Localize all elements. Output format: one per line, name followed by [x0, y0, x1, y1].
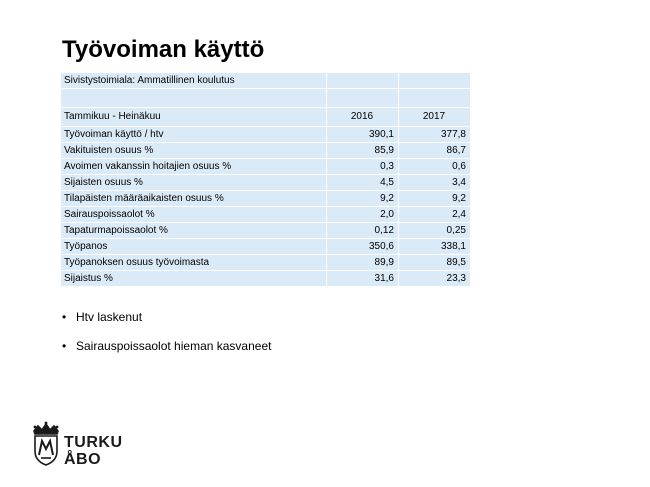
- value-2016: 390,1: [327, 127, 399, 143]
- table-row: [61, 239, 471, 255]
- table-row: [61, 223, 471, 239]
- value-2017: 0,6: [399, 159, 471, 175]
- bullet-list: [60, 310, 271, 368]
- empty-cell: [399, 89, 471, 108]
- table-row: [61, 143, 471, 159]
- empty-cell: [399, 73, 471, 89]
- value-2017: 9,2: [399, 191, 471, 207]
- row-label: Työvoiman käyttö / htv: [61, 127, 327, 143]
- header-row: [61, 108, 471, 127]
- row-label: Sijaistus %: [61, 271, 327, 287]
- value-2017: 2,4: [399, 207, 471, 223]
- row-label: Vakituisten osuus %: [61, 143, 327, 159]
- row-label: Tilapäisten määräaikaisten osuus %: [61, 191, 327, 207]
- period-label: Tammikuu - Heinäkuu: [61, 108, 327, 127]
- row-label: Työpanoksen osuus työvoimasta: [61, 255, 327, 271]
- value-2017: 86,7: [399, 143, 471, 159]
- year-header-2016: 2016: [327, 108, 399, 127]
- table-row: [61, 159, 471, 175]
- bullet-dot-icon: •: [62, 310, 67, 324]
- value-2016: 2,0: [327, 207, 399, 223]
- year-header-2017: 2017: [399, 108, 471, 127]
- value-2017: 23,3: [399, 271, 471, 287]
- value-2017: 377,8: [399, 127, 471, 143]
- section-row: [61, 73, 471, 89]
- row-label: Tapaturmapoissaolot %: [61, 223, 327, 239]
- table-row: [61, 191, 471, 207]
- turku-abo-logo: [30, 421, 130, 469]
- value-2016: 89,9: [327, 255, 399, 271]
- table-row: [61, 175, 471, 191]
- bullet-item: [60, 310, 271, 324]
- empty-cell: [61, 89, 327, 108]
- turku-coat-of-arms-icon: [30, 421, 62, 467]
- row-label: Sairauspoissaolot %: [61, 207, 327, 223]
- logo-text-turku: TURKU: [64, 434, 123, 451]
- row-label: Avoimen vakanssin hoitajien osuus %: [61, 159, 327, 175]
- table-row: [61, 207, 471, 223]
- row-label: Työpanos: [61, 239, 327, 255]
- table-row: [61, 271, 471, 287]
- value-2016: 9,2: [327, 191, 399, 207]
- bullet-dot-icon: •: [62, 339, 67, 353]
- value-2016: 31,6: [327, 271, 399, 287]
- bullet-text: Sairauspoissaolot hieman kasvaneet: [76, 339, 272, 353]
- workforce-table: [60, 72, 471, 287]
- value-2016: 0,3: [327, 159, 399, 175]
- value-2016: 0,12: [327, 223, 399, 239]
- value-2017: 3,4: [399, 175, 471, 191]
- value-2016: 85,9: [327, 143, 399, 159]
- section-label: Sivistystoimiala: Ammatillinen koulutus: [61, 73, 327, 89]
- value-2016: 4,5: [327, 175, 399, 191]
- bullet-item: [60, 339, 271, 353]
- logo-text-abo: ÅBO: [64, 451, 102, 468]
- value-2016: 350,6: [327, 239, 399, 255]
- spacer-row: [61, 89, 471, 108]
- empty-cell: [327, 73, 399, 89]
- value-2017: 0,25: [399, 223, 471, 239]
- value-2017: 338,1: [399, 239, 471, 255]
- value-2017: 89,5: [399, 255, 471, 271]
- slide-title: Työvoiman käyttö: [62, 36, 265, 63]
- table-row: [61, 127, 471, 143]
- row-label: Sijaisten osuus %: [61, 175, 327, 191]
- empty-cell: [327, 89, 399, 108]
- logo-wordmark: [64, 434, 123, 468]
- table-row: [61, 255, 471, 271]
- bullet-text: Htv laskenut: [76, 310, 143, 324]
